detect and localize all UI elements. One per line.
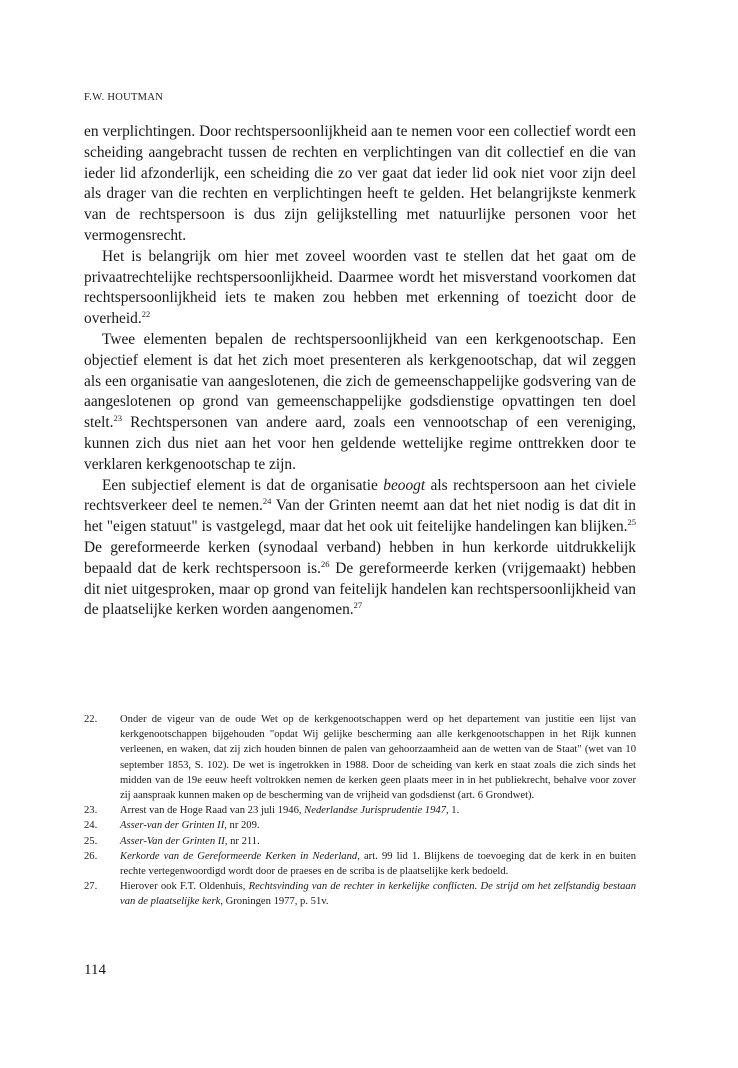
footnote-22 <box>84 712 636 803</box>
footnote-24 <box>84 818 636 833</box>
footnote-26 <box>84 849 636 879</box>
paragraph-4: Een subjectief element is dat de organisatie beoogt als rechtspersoon aan het civiele rechtsverkeer deel te nemen.$^{24}$ Van der Grinten neemt aan dat het niet nodig is dat dit in het "eigen statuut" is vastgelegd, maar dat het ook uit feitelijke handelingen kan blijken.$^{25}$ De gereformeerde kerken (synodaal verband) hebben in hun kerkorde uitdrukkelijk bepaald dat de kerk rechtspersoon is.$^{26}$ De gereformeerde kerken (vrijgemaakt) hebben dit niet uitgesproken, maar op grond van feitelijk handelen kan rechtspersoonlijkheid van de plaatselijke kerken worden aangenomen.$^{27}$ <box>84 476 637 619</box>
footnote-ref-27[interactable]: 27 <box>353 600 363 611</box>
footnote-ref-23[interactable]: 23 <box>113 413 122 424</box>
footnote-number: 22. <box>84 714 98 725</box>
document-page <box>84 0 636 1068</box>
footnotes <box>84 712 636 910</box>
footnote-27 <box>84 879 636 909</box>
running-head: F.W. HOUTMAN <box>84 92 164 103</box>
footnote-number: 25. <box>84 835 98 847</box>
footnote-text: Arrest van de Hoge Raad van 23 juli 1946, Nederlandse Jurisprudentie 1947, 1. <box>120 805 460 817</box>
footnote-number: 26. <box>84 850 98 862</box>
footnote-number: 27. <box>84 881 98 893</box>
footnote-ref-26[interactable]: 26 <box>320 558 330 569</box>
footnote-text: Asser-Van der Grinten II, nr 211. <box>120 835 260 847</box>
footnote-ref-22[interactable]: 22 <box>141 309 151 320</box>
footnote-text: Hierover ook F.T. Oldenhuis, Rechtsvinding van de rechter in kerkelijke conflicten. De strijd om het zelfstandig bestaan van de plaatselijke kerk, Groningen 1977, p. 51v. <box>120 881 636 908</box>
page-number: 114 <box>84 962 106 978</box>
paragraph-1: en verplichtingen. Door rechtspersoonlijkheid aan te nemen voor een collectief wordt een scheiding aangebracht tussen de rechten en verplichtingen van dit collectief en die van ieder lid afzonderlijk, een scheiding die zo ver gaat dat ieder lid ook niet voor zijn deel als drager van die rechten en verplichtingen heeft te gelden. Het belangrijkste kenmerk van de rechtspersoon is dus zijn gelijkstelling met natuurlijke personen voor het vermogensrecht. <box>84 123 636 244</box>
footnote-number: 24. <box>84 820 98 832</box>
footnote-23 <box>84 803 636 818</box>
footnote-25 <box>84 834 636 849</box>
footnote-ref-25[interactable]: 25 <box>627 517 636 528</box>
emphasis-beoogt: beoogt <box>383 476 426 494</box>
footnote-text: Onder de vigeur van de oude Wet op de kerkgenootschappen werd op het departement van justitie een lijst van kerkgenootschappen bijgehouden "opdat Wij gelijke bescherming aan alle kerkgenootschappen in het Rijk kunnen verleenen, en waken, dat zij zich houden binnen de palen van gehoorzaamheid aan de wetten van de Staat" (wet van 10 september 1853, S. 102). De wet is ingetrokken in 1988. Door de scheiding van kerk en staat zoals die zich sinds het midden van de 19e eeuw heeft voltrokken nemen de kerken geen plaats meer in in het publiekrecht, behalve voor zover zij aanspraak kunnen maken op de bescherming van de vrijheid van godsdienst (art. 6 Grondwet). <box>120 714 636 802</box>
footnote-text: Asser-van der Grinten II, nr 209. <box>120 820 260 832</box>
footnote-number: 23. <box>84 805 98 817</box>
footnote-ref-24[interactable]: 24 <box>262 496 272 507</box>
paragraph-3: Twee elementen bepalen de rechtspersoonlijkheid van een kerkgenootschap. Een objectief element is dat het zich moet presenteren als kerkgenootschap, dat wil zeggen als een organisatie van aangeslotenen, die zich de gemeenschappelijke godsvering van de aangeslotenen op grond van gemeenschappelijke godsdienstige opvattingen ten doel stelt.$^{23}$ Rechtspersonen van andere aard, zoals een vennootschap of een vereniging, kunnen zich dus niet aan het voor hen geldende wettelijke regime onttrekken door te verklaren kerkgenootschap te zijn. <box>84 330 636 473</box>
paragraph-2: Het is belangrijk om hier met zoveel woorden vast te stellen dat het gaat om de privaatrechtelijke rechtspersoonlijkheid. Daarmee wordt het misverstand voorkomen dat rechtspersoonlijkheid iets te maken zou hebben met erkenning of toezicht door de overheid.$^{22}$ <box>84 247 636 328</box>
body-text <box>84 122 636 621</box>
footnote-text: Kerkorde van de Gereformeerde Kerken in Nederland, art. 99 lid 1. Blijkens de toevoeging dat de kerk in en buiten rechte vertegenwoordigd wordt door de praeses en de scriba is de plaatselijke kerk bedoeld. <box>120 850 636 878</box>
